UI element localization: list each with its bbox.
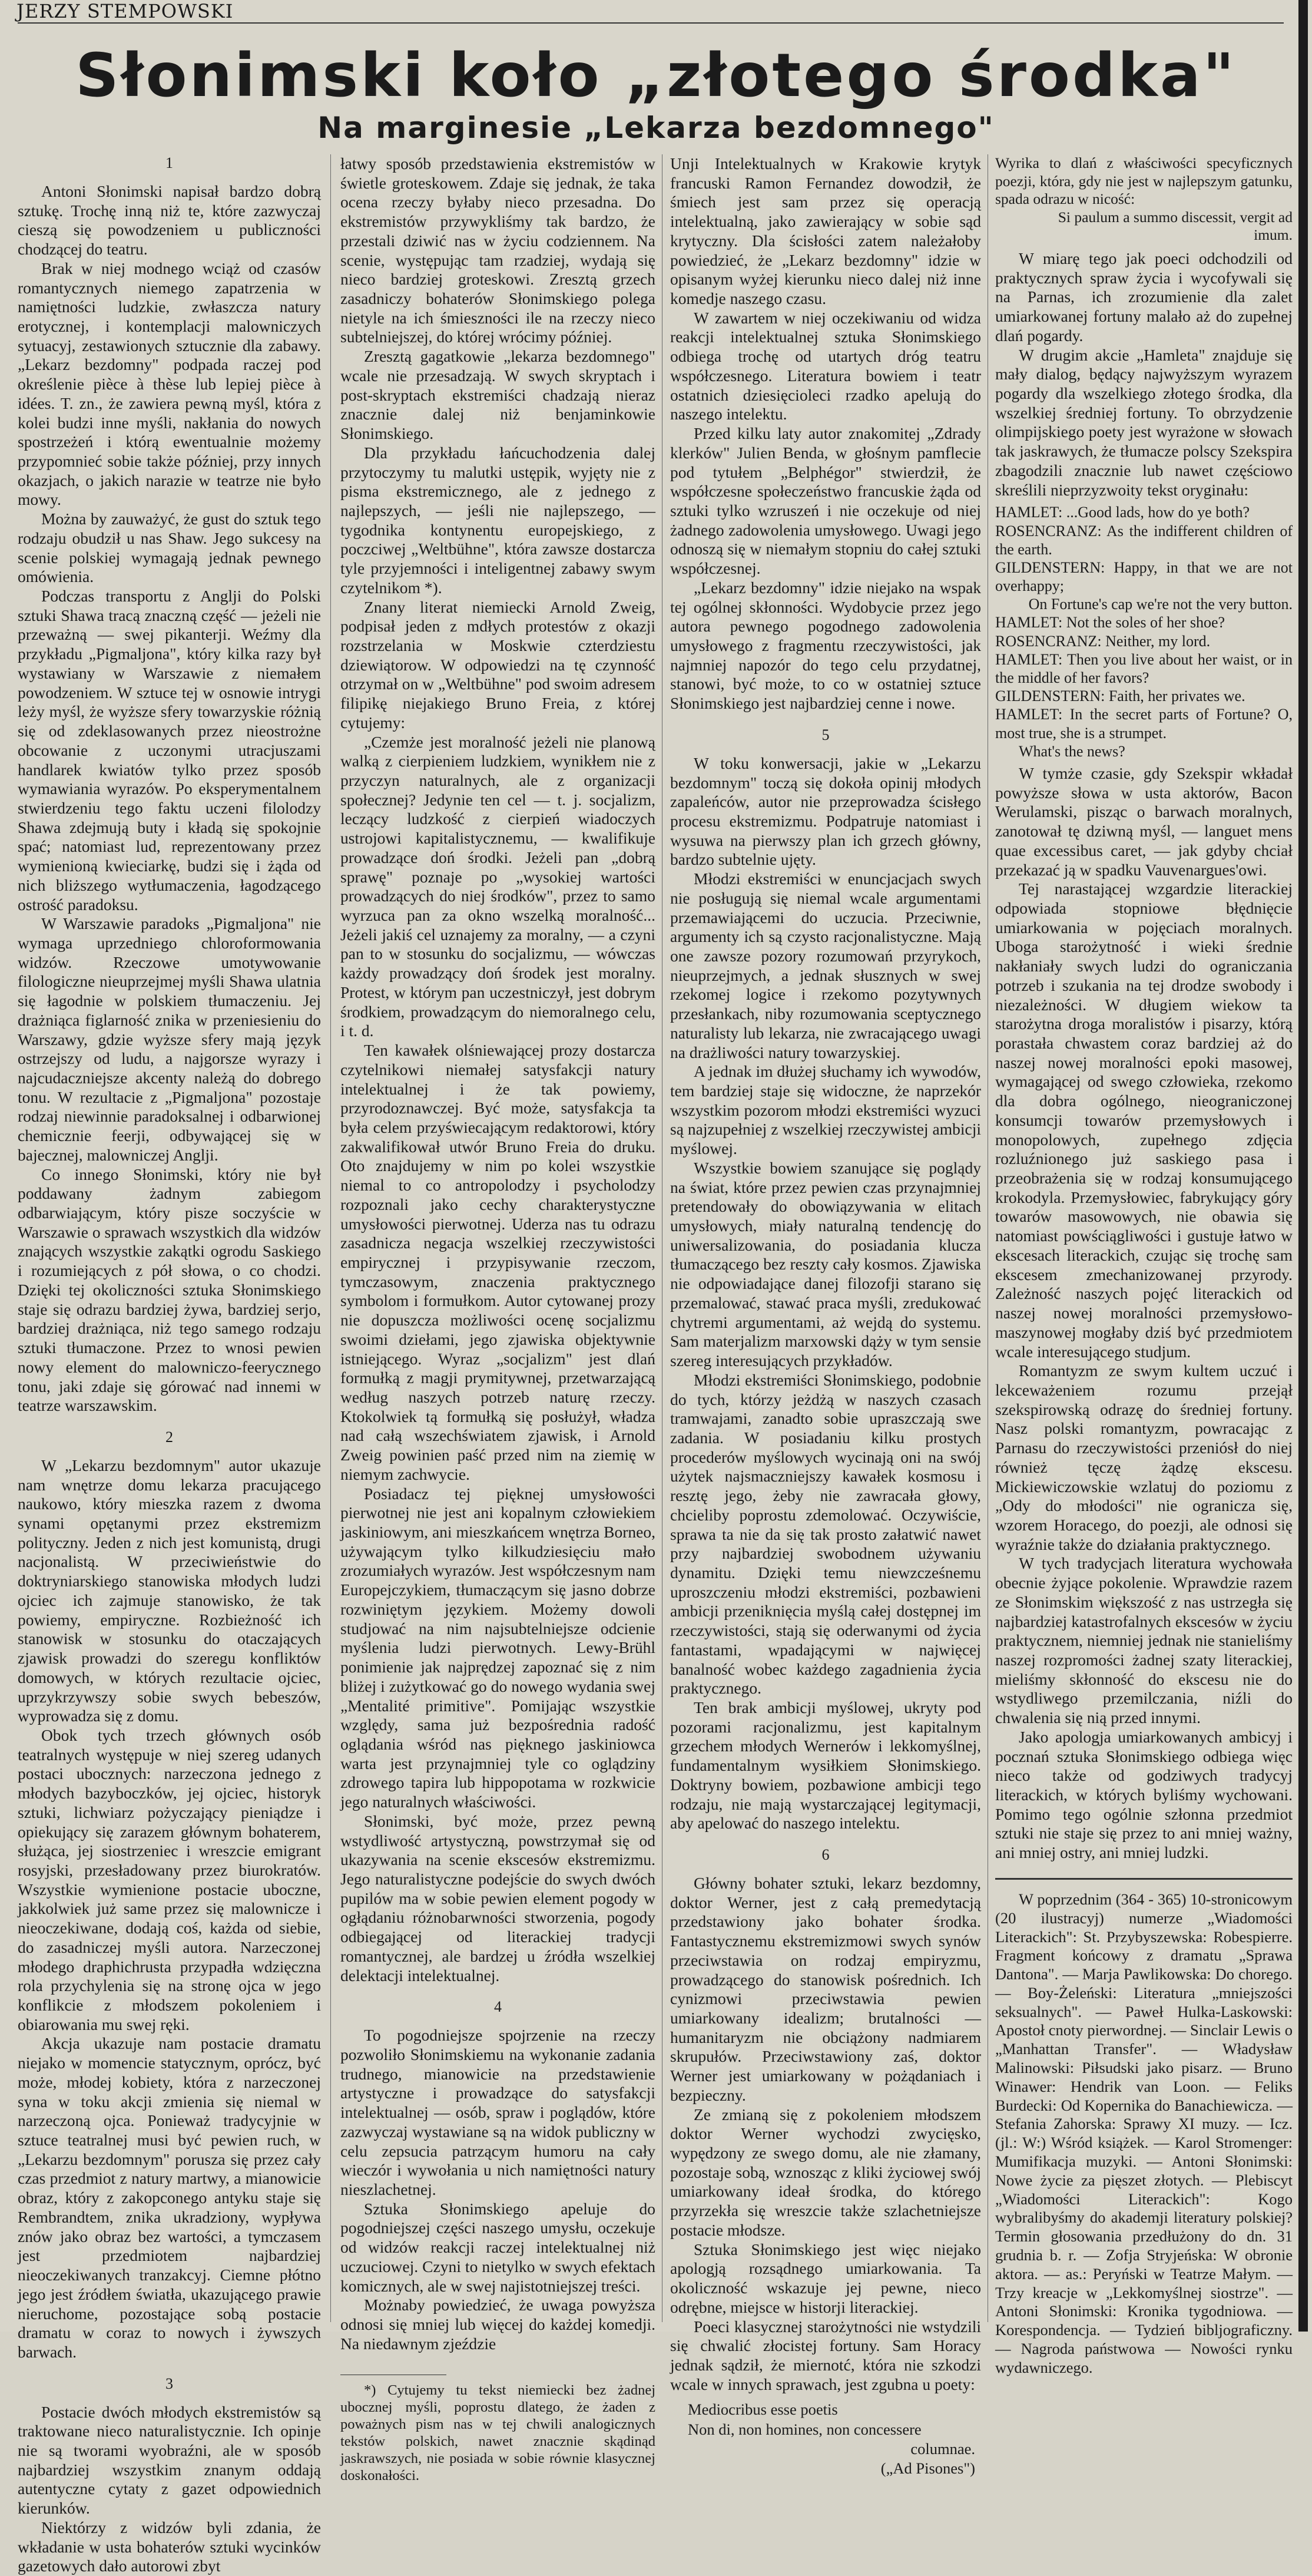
paragraph: Główny bohater sztuki, lekarz bezdomny, doktor Werner, jest z całą premedytacją przedstawiony jako bohater środka. Fantastycznemu ekstremizmowi swych synów przeciwstawia on rodzaj empiryzmu, prowadzącego do stanowisk pośrednich. Ich cynizmowi przeciwstawia pewien umiarkowany idealizm; brutalności — humanitaryzm nie obciążony nadmiarem skrupułów. Przeciwstawiony zaś, doktor Werner jest umiarkowany w pożądaniach i bezpieczny. [670, 1873, 981, 2104]
paragraph: Ze zmianą się z pokoleniem młodszem doktor Werner wychodzi zwycięsko, wypędzony ze swego domu, ale nie złamany, pozostaje sobą, wznosząc z kliki życiowej swój umiarkowany ideał środka, do którego przyrzekła się wreszcie także szlachetniejsze postacie młodsze. [670, 2105, 981, 2239]
paragraph: Wszystkie bowiem szanujące się poglądy na świat, które przez pewien czas przynajmniej pretendowały do obowiązywania w elitach umysłowych, miały naturalną tendencję do uniwersalizowania, do posiadania klucza tłumaczącego bez reszty cały kosmos. Zjawiska nie odpowiadające danej filozofji starano się przemalować, stawać praca myśli, zredukować chytremi argumentami, aż wejdą do systemu. Sam materjalizm marxowski dąży w tym sensie szereg interesujących przykładów. [670, 1158, 981, 1370]
previous-issue-contents: W poprzednim (364 - 365) 10-stronicowym (20 ilustracyj) numerze „Wiadomości Literackich": St. Przybyszewska: Robespierre. Fragment końcowy z dramatu „Sprawa Dantona". — Marja Pawlikowska: Do chorego. — Boy-Żeleński: Literatura „mniejszości seksualnych". — Paweł Hulka-Laskowski: Apostoł cnoty pierwordnej. — Sinclair Lewis o „Manhattan Transfer". — Władysław Malinowski: Piłsudski jako pisarz. — Bruno Winawer: Hendrik van Loon. — Feliks Burdecki: Od Kopernika do Banachiewicza. — Stefania Zahorska: Sprawy XI muzy. — Icz. (jl.: W:) Wśród książek. — Karol Stromenger: Mumifikacja muzyki. — Antoni Słonimski: Nowe życie za pięszet złotych. — Plebiscyt „Wiadomości Literackich": Kogo wybralibyśmy do akademji literatury polskiej? Termin głosowania przedłużony do dn. 31 grudnia b. r. — Zofja Stryjeńska: W obronie aktora. — as.: Peryński w Teatrze Małym. — Trzy kreacje w „Lekkomyślnej siostrze". — Antoni Słonimski: Kronika tygodniowa. — Korespondencja. — Tydzień bibljograficzny. — Nagroda państwowa — Nowości rynku wydawniczego. [995, 1890, 1293, 2376]
paragraph: Romantyzm ze swym kultem uczuć i lekceważeniem rozumu przejął szekspirowską odrazę do średniej fortuny. Nasz polski romantyzm, powracając z Parnasu do rzeczywistości przeniósł do niej również tęczę żądzę ekscesu. Mickiewiczowskie wzlatuj do poziomu z „Ody do młodości" nie ogranicza się, wzorem Horacego, do poezji, ale odnosi się wyraźnie także do działania praktycznego. [995, 1361, 1293, 1553]
quotation: „Czemże jest moralność jeżeli nie planową walką z cierpieniem ludzkiem, wynikłem nie z przyczyn naturalnych, ale z organizacji społecznej? Jedynie ten cel — t. j. socjalizm, leczący ludzkość z cierpień wiadoczych ustrojowi kapitalistycznemu, — kwalifikuje prowadzące doń środki. Jeżeli pan „dobrą sprawę" poznaje po „wysokiej wartości prowadzących do niej środków", przez to samo wyrzuca pan za okno wszelką moralność... Jeżeli jakiś cel uznajemy za moralny, — a czyni pan to w stosunku do socjalizmu, — wówczas każdy prowadzący doń środek jest moralny. Protest, w którym pan uczestniczył, jest dobrym środkiem, prowadzącym do niemoralnego celu, i t. d. [340, 732, 655, 1040]
header-rule [18, 22, 1284, 24]
paragraph: Słonimski, być może, przez pewną wstydliwość artystyczną, powstrzymał się od ukazywania na scenie ekscesów ekstremizmu. Jego naturalistyczne podejście do swych dwóch pupilów ma w sobie pewien element pogody w ogłądaniu różnobarwności stworzenia, pogody odbiegającej od literackiej tradycji romantycznej, ale bardzej u źródła wszelkiej delektacji intelektualnej. [340, 1811, 655, 1985]
paragraph: Postacie dwóch młodych ekstremistów są traktowane nieco naturalistycznie. Ich opinje nie są tworami wyobraźni, ale w sposób najbardziej wszystkim znanym oddają autentyczne cytaty z gazet odpowiednich kierunków. [18, 2402, 321, 2518]
paragraph: Możnaby powiedzieć, że uwaga powyższa odnosi się mniej lub więcej do każdej komedji. Na niedawnym zjeździe [340, 2296, 655, 2353]
author-name: JERZY STEMPOWSKI [16, 0, 234, 22]
paragraph: Dla przykładu łańcuchodzenia dalej przytoczymy tu malutki ustępik, wyjęty nie z pisma ekstremicznego, ale z jednego z najlepszych, — jeśli nie najlepszego, — tygodnika kontynentu europejskiego, z poczciwej „Weltbühne", która zawsze dostarcza tyle przyjemności i inteligentnej zabawy swym czytelnikom *). [340, 443, 655, 597]
paragraph: łatwy sposób przedstawienia ekstremistów w świetle groteskowem. Zdaje się jednak, że taka ocena rzeczy byłaby nieco przesadna. Do ekstremistów przywykliśmy tak bardzo, że przestali dziwić nas w życiu codziennem. Na scenie, występując tam rzadziej, wydają się nieco bardziej groteskowi. Zresztą grzech zasadniczy bohaterów Słonimskiego polega nietyle na ich śmieszności ile na rzeczy nieco subtelniejszej, do której wrócimy później. [340, 154, 655, 346]
article-title: Słonimski koło „złotego środka" [75, 41, 1237, 111]
paragraph: W Warszawie paradoks „Pigmaljona" nie wymaga uprzedniego chloroformowania widzów. Rzeczowe umotywowanie filologiczne nieuprzejmej myśli Shawa ulatnia się łagodnie w polskiem tłumaczeniu. Jej drażniąca figlarność znika w przeniesieniu do Warszawy, gdzie wyższe sfery mają język ostrzejszy od ludu, a najgorsze wyrazy i najcudaczniejsze akcenty należą do dobrego tonu. W rezultacie z „Pigmaljona" pozostaje rodzaj niewinnie paradoksalnej i odbarwionej chemicznie feerji, odbywającej się w bajecznej, malowniczej Anglji. [18, 914, 321, 1164]
paragraph: Przed kilku laty autor znakomitej „Zdrady klerków" Julien Benda, w głośnym pamflecie pod tytułem „Belphégor" stwierdził, że współczesne społeczeństwo francuskie żąda od sztuki tylko wzruszeń i nie oczekuje od niej żadnego zadowolenia umysłowego. Uwagi jego odnoszą się w niemałym stopniu do całej sztuki współczesnej. [670, 424, 981, 578]
dialogue-line: HAMLET: Not the soles of her shoe? [995, 614, 1225, 631]
paragraph: Podczas transportu z Anglji do Polski sztuki Shawa tracą znaczną część — jeżeli nie przeważną — swej pikanterji. Weźmy dla przykładu „Pigmaljona", który kilka razy był wystawiany w Warszawie z niemałem powodzeniem. W sztuce tej w osnowie intrygi leży myśl, że wyższe sfery towarzyskie różnią się od zdeklasowanych przez nieostrożne obcowanie z uczonymi utracjuszami handlarek kwiatów tylko przez sposób wymawiania wyrazów. Po eksperymentalnem stwierdzeniu tego faktu uczeni filolodzy Shawa zdejmują buty i kładą się spokojnie spać; natomiast lud, reprezentowany przez wymienioną kwieciarkę, budzi się i żąda od nich bliższego wytłumaczenia, łagodzącego ostrość paradoksu. [18, 587, 321, 914]
paragraph: Poeci klasycznej starożytności nie wstydzili się chwalić złocistej fortuny. Sam Horacy jednak sądził, że miernotć, która nie szkodzi wcale w innych sprawach, jest zgubna u poety: [670, 2317, 981, 2393]
paragraph: Akcja ukazuje nam postacie dramatu niejako w momencie statycznym, oprócz, być może, młodej kobiety, która z narzeczonej syna w toku akcji zmienia się niemal w narzeczoną ojca. Ponieważ tradycyjnie w sztuce teatralnej musi być pewien ruch, w „Lekarzu bezdomnym" porusza się przez cały czas przedmiot z natury martwy, a mianowicie obraz, który z zakopconego antyku staje się Rembrandtem, znika ukradziony, wypływa znów jako obraz bez wartości, a tymczasem jest przedmiotem najbardziej nieoczekiwanych tranzakcyj. Ciemne płótno jego jest źródłem światła, ukazującego prawie nieruchome, pozostające sobą postacie dramatu w coraz to nowych i żywszych barwach. [18, 2034, 321, 2361]
paragraph: To pogodniejsze spojrzenie na rzeczy pozwoliło Słonimskiemu na wykonanie zadania trudnego, mianowicie na przedstawienie artystyczne i prowadzące do satysfakcji intelektualnej — osób, spraw i poglądów, które zazwyczaj wystawiane są na widok publiczny w celu zepsucia patrzącym humoru na cały wieczór i wywołania u nich namiętności natury nieszlachetnej. [340, 2026, 655, 2198]
paragraph: Antoni Słonimski napisał bardzo dobrą sztukę. Trochę inną niż te, które zazwyczaj cieszą się powodzeniem u publiczności chodzącej do teatru. [18, 181, 321, 259]
paragraph: Unji Intelektualnych w Krakowie krytyk francuski Ramon Fernandez dowodził, że śmiech jest sam przez się operacją intelektualną, jako zawierający w sobie sąd krytyczny. Dla ścisłości zatem należałoby powiedzieć, że „Lekarz bezdomny" idzie w opisanym wyżej kierunku nieco dalej niż inne komedje naszego czasu. [670, 154, 981, 308]
dialogue-line: On Fortune's cap we're not the very button. [1028, 596, 1293, 613]
article-subtitle: Na marginesie „Lekarza bezdomnego" [317, 111, 995, 145]
section-number: 5 [821, 726, 830, 743]
paragraph: W tymże czasie, gdy Szekspir wkładał powyższe słowa w usta aktorów, Bacon Werulamski, pisząc o barwach moralnych, zanotował tę dziwną myśl, — languet mens quae excessibus caret, — jak gdyby chciał przekazać ją w spadku Vauvenargues'owi. [995, 763, 1293, 879]
dialogue-line: HAMLET: Then you live about her waist, or in the middle of her favors? [995, 650, 1293, 686]
dialogue-line: HAMLET: In the secret parts of Fortune? O, most true, she is a strumpet. [995, 706, 1293, 742]
paragraph: Młodzi ekstremiści Słonimskiego, podobnie do tych, którzy jeżdżą w naszych czasach tramwajami, zanadto sobie upraszczają swe zadania. W posiadaniu kilku prostych procederów myślowych wycinają oni na swój użytek najsmaczniejszy kawałek kosmosu i resztę jego, żeby nie zawracała głowy, chcieliby poprostu zdemolować. Oczywiście, sprawa ta nie da się tak prosto załatwić nawet przy najbardziej swobodnem używaniu dynamitu. Dzięki temu niewzcześnemu uproszczeniu młodzi ekstremiści, pozbawieni ambicji przeniknięcia myślą całej dostępnej im rzeczywistości, stają się oderwanymi od życia fantastami, wpadającymi w najwięcej banalność wobec każdego zagadnienia życia praktycznego. [670, 1370, 981, 1698]
paragraph: Posiadacz tej pięknej umysłowości pierwotnej nie jest ani kopalnym człowiekiem jaskiniowym, ani mieszkańcem wnętrza Borneo, używającym tylko kilkudziesięciu mało zrozumiałych wyrazów. Jest współczesnym nam Europejczykiem, tłumaczącym się jasno dobrze rozwiniętym językiem. Możemy dowoli studjować na nim najsubtelniejsze odcienie myślenia ludzi pierwotnych. Lewy-Brühl ponimienie jak najprędzej zapoznać się z nim bliżej i zużytkować go do nowego wydania swej „Mentalité primitive". Pomijając wszystkie względy, sama już bezpośrednia radość oglądania wśród nas pięknego jaskiniowca warta jest przynajmniej tyle co oglądziny zdrowego tapira lub hippopotama w rozkwicie jego naturalnych właściwości. [340, 1484, 655, 1811]
paragraph: Wyrika to dlań z właściwości specyficznych poezji, która, gdy nie jest w najlepszym gatunku, spada odrazu w nicość: [995, 154, 1293, 208]
dialogue-line: What's the news? [1019, 742, 1125, 760]
text-column-3 [670, 154, 981, 2477]
latin-quote: Si paulum a summo discessit, vergit ad [1058, 208, 1293, 226]
paragraph: A jednak im dłużej słuchamy ich wywodów, tem bardziej staje się widoczne, że naprzekór wszystkim pozorom młodzi ekstremiści wyzuci są najzupełniej z wszelkiej rzeczywistej ambicji myślowej. [670, 1062, 981, 1158]
paragraph: W zawartem w niej oczekiwaniu od widza reakcji intelektualnej sztuka Słonimskiego odbiega trochę od utartych dróg teatru współczesnego. Literatura bowiem i teatr ostatnich dziesięcioleci rzadko apelują do naszego intelektu. [670, 308, 981, 424]
paragraph: Znany literat niemiecki Arnold Zweig, podpisał jeden z mdłych protestów z okazji rozstrzelania w Moskwie czterdziestu dziewiątorow. W odpowiedzi na tę czynność otrzymał on w „Weltbühne" pod swoim adresem filipikę niejakiego Bruno Freia, z której cytujemy: [340, 597, 655, 732]
hamlet-dialogue [995, 503, 1293, 760]
footnote: *) Cytujemy tu tekst niemiecki bez żadnej ubocznej myśli, poprostu dlatego, że żaden z poważnych pism nas w tej chwili analogicznych tekstów polskich, nawet znacznie skądinąd jaskrawszych, nie posiada w sobie równie klasycznej doskonałości. [340, 2382, 655, 2484]
paragraph: Ten brak ambicji myślowej, ukryty pod pozorami racjonalizmu, jest kapitalnym grzechem młodych Wernerów i lekkomyślnej, fundamentalnym wysiłkiem Słonimskiego. Doktryny bowiem, pozbawione ambicji tego rodzaju, nie mają wystarczającej legitymacji, aby apelować do naszego intelektu. [670, 1698, 981, 1833]
paragraph: Można by zauważyć, że gust do sztuk tego rodzaju obudził u nas Shaw. Jego sukcesy na scenie polskiej wymagają jednak pewnego omówienia. [18, 510, 321, 586]
paragraph: Jako apologja umiarkowanych ambicyj i pocznań sztuka Słonimskiego odbiega więc nieco także od godziwych tradycyj literackich, w których byliśmy wychowani. Pomimo tego ogólnie szłonna przedmiot sztuki nie staje się przez to ani mniej ważny, ani mniej ostry, ani mniej ludzki. [995, 1727, 1293, 1862]
paragraph: Brak w niej modnego wciąż od czasów romantycznych niemego zapatrzenia w namiętności ludzkie, zwłaszcza natury erotycznej, i kontemplacji malowniczych sytuacyj, zestawionych sztucznie dla zabawy. „Lekarz bezdomny" podpada raczej pod określenie pièce à thèse lub lepiej pièce à idées. T. zn., że zawiera pewną myśl, która z kolei budzi inne myśli, nakłania do nowych spostrzeżeń i którą ewentualnie możemy przypomnieć sobie także później, przy innych okazjach, o jakich narazie w teatrze nie było mowy. [18, 259, 321, 509]
paragraph: Obok tych trzech głównych osób teatralnych występuje w niej szereg udanych postaci ubocznych: narzeczona jednego z młodych bazyboczków, jej ojciec, historyk sztuki, lichwiarz pożyczający pieniądze i opiekujący się zarazem głównym bohaterem, służąca, jej siostrzeniec i wreszcie emigrant rosyjski, przesładowany przez biurokratów. Wszystkie wymienione postacie uboczne, jakkolwiek już same przez się malownicze i nieoczekiwane, dodają coś, każda od siebie, do zasadniczej myśli autora. Narzeczonej młodego draphichrusta przypadła wdzięczna rola przychylenia się na stronę ojca w jego konflikcie z młodszem pokoleniem i obiarowania mu swej ręki. [18, 1725, 321, 2033]
column-divider [330, 154, 331, 2322]
poem-source: („Ad Pisones") [880, 2459, 975, 2477]
paragraph: Młodzi ekstremiści w enuncjacjach swych nie posługują się niemal wcale argumentami przemawiającemi do uczucia. Przeciwnie, argumenty ich są czysto racjonalistyczne. Mają one zawsze pozory rozumowań przyrykoch, nieuprzejmych, a jednak słusznych w swej rzekomej logice i rzekomo pozytywnych przesłankach, niby rozumowania sceptycznego naturalisty lub lekarza, nie zwracającego uwagi na drażliwości natury towarzyskiej. [670, 869, 981, 1062]
section-number: 4 [494, 1998, 502, 2016]
poem-line: columnae. [910, 2439, 975, 2458]
box-rule [995, 1878, 1293, 1880]
text-column-2 [340, 154, 655, 2484]
section-number: 3 [165, 2375, 173, 2392]
section-number: 6 [821, 1846, 830, 1864]
dialogue-line: ROSENCRANZ: As the indifferent children of the earth. [995, 522, 1293, 558]
paragraph: Tej narastającej wzgardzie literackiej odpowiada stopniowe błędnięcie umiarkowania w pojęciach moralnych. Uboga starożytność i wieki średnie nakłaniały swych ludzi do ograniczania potrzeb i szukania na tej drodze swobody i niezależności. W długiem wiekow ta starożytna droga moralistów i pisarzy, którą porastała chwastem coraz bardziej aż do naszej nowej moralności epoki masowej, wymagającej od swego człowieka, rzekomo dla dobra ogólnego, nieograniczonej konsumcji towarów przemysłowych i monopolowych, zupełnego zdjęcia rozluźnionego już saskiego pasa i przeobrażenia się w rodzaj konsumującego krokodyla. Przemysłowiec, fabrykujący góry towarów masowowych, nie obawia się natomiast powściągliwości i gustuje łatwo w ekscesach literackich, czując się trochę sam ekscesem zmechanizowanej przyrody. Zależność naszych pojęć literackich od naszej nowej moralności przemysłowo-maszynowej mogłaby dziś być przedmiotem wcale interesującego studjum. [995, 879, 1293, 1361]
dialogue-line: GILDENSTERN: Happy, in that we are not overhappy; [995, 558, 1293, 595]
paragraph: Co innego Słonimski, który nie był poddawany żadnym zabiegom odbarwiającym, który pisze soczyście w Warszawie o sprawach wszystkich dla widzów znających wszystkie zakątki ogrodu Saskiego i rozumiejących z pół słowa, o co chodzi. Dzięki tej okoliczności sztuka Słonimskiego staje się odrazu bardziej żywa, bardziej serjo, bardziej drażniąca, niż tego samego rodzaju sztuki tłumaczone. Przez to wnosi pewien nowy element do malowniczo-feerycznego tonu, jaki zdaje się górować nad innemi w teatrze warszawskim. [18, 1165, 321, 1415]
paragraph: W drugim akcie „Hamleta" znajduje się mały dialog, będący najwyższym wyrazem pogardy dla wszelkiego złotego środka, dla wszelkiej średniej fortuny. To obrzydzenie olimpijskiego poety jest wyrażone w słowach tak jaskrawych, że tłumacze polscy Szekspira zbagodzili znacznie lub nawet częściowo skreślili nieprzyzwoity tekst oryginału: [995, 345, 1293, 499]
latin-quote: imum. [1254, 226, 1293, 244]
page-edge-bar [1298, 0, 1308, 2332]
epigraph [995, 154, 1293, 244]
paragraph: W tych tradycjach literatura wychowała obecnie żyjące pokolenie. Wprawdzie razem ze Słonimskim większość z nas ustrzegła się najbardziej katastrofalnych ekscesów w życiu praktycznem, niemniej jednak nie stanieliśmy naszej rozpromości żadnej szaty literackiej, mieliśmy skłonność do ekscesu nie do wstydliwego przemilczania, niźli do chwalenia się nią przed innymi. [995, 1554, 1293, 1727]
poem-line: Mediocribus esse poetis [688, 2400, 838, 2419]
paragraph: Zresztą gagatkowie „lekarza bezdomnego" wcale nie przesadzają. W swych skryptach i post-skryptach ekstremiści chadzają nieraz znacznie dalej niż benjaminkowie Słonimskiego. [340, 347, 655, 443]
paragraph: W toku konwersacji, jakie w „Lekarzu bezdomnym" toczą się dokoła opinij młodych zapaleńców, autor nie przeprowadza ścisłego procesu ekstremizmu. Podpatruje natomiast i wysuwa na pierwszy plan ich grzech główny, bardzo subtelnie ujęty. [670, 753, 981, 869]
text-column-4 [995, 154, 1293, 2376]
paragraph: „Lekarz bezdomny" idzie niejako na wspak tej ogólnej skłonności. Wydobycie przez jego autora pewnego pogodnego zadowolenia umysłowego z fragmentu rzeczywistości, jak najmniej napozór do tego celu przydatnej, stanowi, być może, to co w ostatniej sztuce Słonimskiego jest najbardziej cenne i nowe. [670, 578, 981, 713]
paragraph: Sztuka Słonimskiego jest więc niejako apologją rozsądnego umiarkowania. Ta okoliczność wskazuje jej pewne, nieco odrębne, miejsce w historji literackiej. [670, 2240, 981, 2316]
paragraph: W miarę tego jak poeci odchodzili od praktycznych spraw życia i wycofywali się na Parnas, ich zrozumienie dla zalet umiarkowanej fortuny malało aż do zupełnej dlań pogardy. [995, 249, 1293, 345]
text-column-1 [18, 154, 321, 2575]
horace-quote [688, 2400, 981, 2478]
dialogue-line: ROSENCRANZ: Neither, my lord. [995, 632, 1211, 650]
paragraph: Sztuka Słonimskiego apeluje do pogodniejszej części naszego umysłu, oczekuje od widzów reakcji raczej intelektualnej niż uczuciowej. Czyni to nietylko w swych efektach komicznych, ale w swej najistotniejszej treści. [340, 2199, 655, 2295]
paragraph: W „Lekarzu bezdomnym" autor ukazuje nam wnętrze domu lekarza pracującego naukowo, który mieszka razem z dwoma synami opętanymi przez ekstremizm polityczny. Jeden z nich jest komunistą, drugi nacjonalistą. W przeciwieństwie do doktryniarskiego stanowiska młodych ludzi ojciec ich zajmuje stanowisko, że tak powiemy, empiryczne. Rozbieżność ich stanowisk w stosunku do otaczających zjawisk prowadzi do szeregu konfliktów domowych, w których rezultacie ojciec, uprzykrzywszy sobie swych bebeszów, wyprowadza się z domu. [18, 1456, 321, 1725]
section-number: 2 [165, 1428, 173, 1446]
dialogue-line: HAMLET: ...Good lads, how do ye both? [995, 504, 1250, 521]
dialogue-line: GILDENSTERN: Faith, her privates we. [995, 687, 1245, 705]
section-number: 1 [165, 154, 173, 171]
paragraph: Niektórzy z widzów byli zdania, że wkładanie w usta bohaterów sztuki wycinków gazetowych dało autorowi zbyt [18, 2518, 321, 2575]
paragraph: Ten kawałek olśniewającej prozy dostarcza czytelnikowi niemałej satysfakcji natury intelektualnej i że tak powiemy, przyrodoznawczej. Być może, satysfakcja ta była celem przyświecającym redaktorowi, który zakwalifikował utwór Bruno Freia do druku. Oto znajdujemy w nim po kolei wszystkie niemal to co antropolodzy i psycholodzy rozpoznali jako cechy charakterystyczne umysłowości pierwotnej. Uderza nas tu odrazu zasadnicza negacja wszelkiej rzeczywistości empirycznej i przypisywanie rzeczom, tymczasowym, znaczenia praktycznego symbolom i formułkom. Autor cytowanej prozy nie dopuszcza możliwości ocenę socjalizmu swoimi dziełami, jego zjawiska objektywnie istniejącego. Wyraz „socjalizm" jest dlań formułką z magji prymitywnej, przetwarzającą według naszych potrzeb naturę rzeczy. Ktokolwiek tą formułką się posłużył, władza nad całą wszechświatem zjawisk, i Arnold Zweig powinien paść przed nim na ziemię w niemym zachwycie. [340, 1041, 655, 1483]
poem-line: Non di, non homines, non concessere [688, 2420, 922, 2438]
